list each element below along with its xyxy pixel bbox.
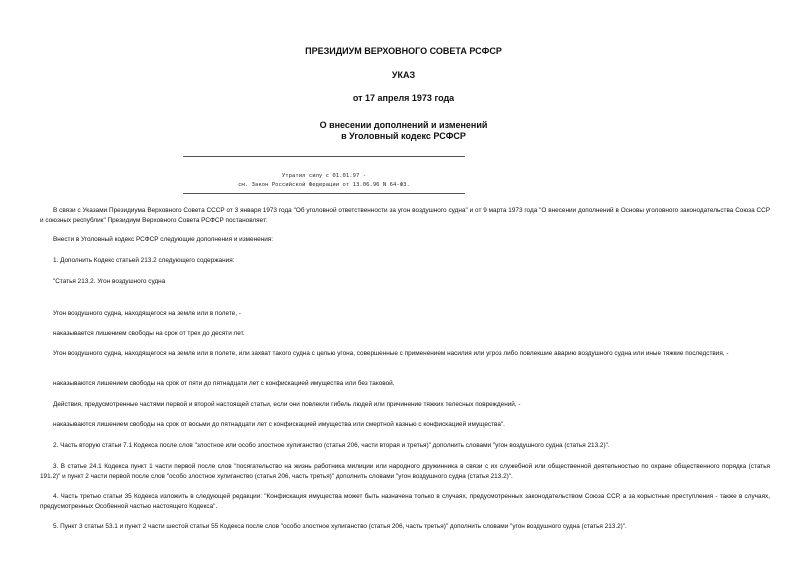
doc-type-heading: УКАЗ	[391, 70, 416, 80]
paragraph-item-4: 4. Часть третью статьи 35 Кодекса изложить в следующей редакции: "Конфискация имущества может быть назначена только в случаях, предусмотренных законодательством Союза ССР, а за корыстные преступления - также в случаях, предусмотренных Особенной частью настоящего Кодекса".	[40, 493, 770, 510]
paragraph-article-penalty3: наказываются лишением свободы на срок от восьми до пятнадцати лет с конфискацией имущества или смертной казнью с конфискацией имущества".	[53, 421, 505, 428]
paragraph-article-penalty2: наказываются лишением свободы на срок от пяти до пятнадцати лет с конфискацией имущества или без таковой.	[53, 380, 395, 387]
paragraph-item-1: 1. Дополнить Кодекс статьей 213.2 следующего содержания:	[53, 257, 235, 264]
paragraph-item-2: 2. Часть вторую статьи 7.1 Кодекса после слов "злостное или особо злостное хулиганство (статья 206, части вторая и третья)" дополнить словами "угон воздушного судна (статья 213.2)".	[53, 442, 610, 449]
validity-note-line2: см. Закон Российской Федерации от 13.06.96 N 64-ФЗ.	[238, 182, 410, 188]
paragraph-article-title: "Статья 213.2. Угон воздушного судна	[53, 278, 166, 285]
paragraph-article-part1: Угон воздушного судна, находящегося на земле или в полете, -	[53, 310, 241, 317]
paragraph-preamble: В связи с Указами Президиума Верховного Совета СССР от 3 января 1973 года "Об уголовной ответственности за угон воздушного судна" и от 9 марта 1973 года "О внесении дополнений в Основы уголовного законодательства Союза ССР и союзных республик" Президиум Верховного Совета РСФСР постановляет:	[40, 207, 770, 224]
doc-title-line1: О внесении дополнений и изменений	[319, 120, 488, 130]
validity-note-line1: Утратил силу с 01.01.97 -	[281, 173, 367, 179]
doc-title-line2: в Уголовный кодекс РСФСР	[341, 131, 466, 141]
doc-date: от 17 апреля 1973 года	[352, 93, 455, 103]
presidium-heading: ПРЕЗИДИУМ ВЕРХОВНОГО СОВЕТА РСФСР	[305, 46, 502, 56]
paragraph-article-part3: Действия, предусмотренные частями первой и второй настоящей статьи, если они повлекли гибель людей или причинение тяжких телесных повреждений, -	[53, 401, 521, 408]
bottom-divider	[183, 193, 465, 194]
paragraph-article-penalty1: наказывается лишением свободы на срок от трех до десяти лет.	[53, 330, 245, 337]
paragraph-article-part2: Угон воздушного судна, находящегося на земле или в полете, или захват такого судна с целью угона, совершенные с применением насилия или угроз либо повлекшие аварию воздушного судна или иные тяжкие последствия, -	[53, 350, 729, 357]
top-divider	[183, 156, 465, 157]
paragraph-item-5: 5. Пункт 3 статьи 53.1 и пункт 2 части шестой статьи 55 Кодекса после слов "особо злостное хулиганство (статья 206, часть третья)" дополнить словами "угон воздушного судна (статья 213.2)".	[53, 523, 627, 530]
paragraph-item-3: 3. В статье 24.1 Кодекса пункт 1 части первой после слов "посягательство на жизнь работника милиции или народного дружинника в связи с их служебной или общественной деятельностью по охране общественного порядка (статья 191.2)" и пункт 2 части первой после слов "особо злостное хулиганство (статья 206, часть третья)" дополнить словами "угон воздушного судна (статья 213.2)".	[40, 463, 770, 480]
paragraph-intro: Внести в Уголовный кодекс РСФСР следующие дополнения и изменения:	[53, 236, 274, 243]
